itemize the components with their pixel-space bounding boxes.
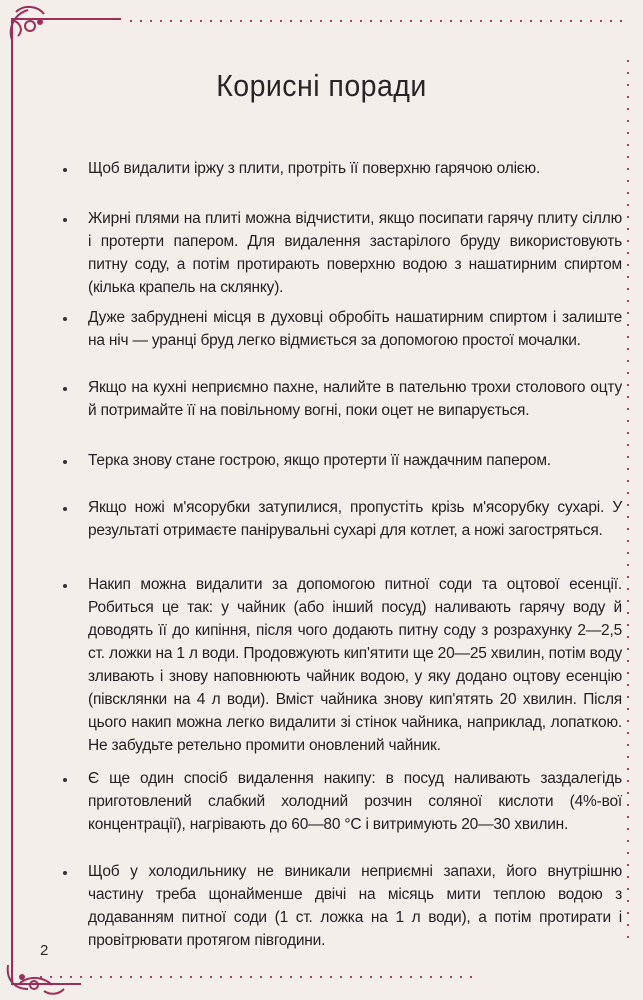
bullet-1	[63, 168, 67, 172]
tip-7: Накип можна видалити за допомогою питної соди та оцтової есенції. Робиться це так: у чайник (або інший посуд) наливають гарячу воду й доводять її до кипіння, після чого додають питну соду з розрахунку 2—2,5 ст. ложки на 1 л води. Продовжують кип'ятити ще 20—25 хвилин, потім воду зливають і знову наповнюють чайник водою, у яку додано оцтову есенцію (півсклянки на 4 л води). Вміст чайника знову кип'ятять 20 хвилин. Після цього накип можна легко видалити зі стінок чайника, наприклад, лопаткою. Не забудьте ретельно промити оновлений чайник.	[88, 576, 622, 754]
tip-4: Якщо на кухні неприємно пахне, налийте в пательню трохи столового оцту й потримайте її на повільному вогні, поки оцет не випарується.	[88, 379, 622, 419]
bullet-3	[63, 317, 67, 321]
tip-5: Терка знову стане гострою, якщо протерти її наждачним папером.	[88, 452, 551, 469]
tip-3: Дуже забруднені місця в духовці обробіть нашатирним спиртом і залиште на ніч — уранці бруд легко відмиється за допомогою простої мочалки.	[88, 309, 622, 349]
page-title: Корисні поради	[216, 68, 427, 103]
tip-9: Щоб у холодильнику не виникали неприємні запахи, його внутрішню частину треба щонайменше двічі на місяць мити теплою водою з додаванням питної соди (1 ст. ложка на 1 л води), а потім протирати і провітрювати протягом півгодини.	[88, 863, 622, 949]
bullet-4	[63, 387, 67, 391]
frame-right-dots	[627, 60, 629, 940]
page-number: 2	[40, 942, 49, 959]
bullet-8	[63, 778, 67, 782]
corner-ornament-top-left	[0, 0, 60, 60]
frame-top-dots	[130, 20, 630, 22]
tip-8: Є ще один спосіб видалення накипу: в посуд наливають заздалегідь приготовлений слабкий холодний розчин соляної кислоти (4%-вої концентрації), нагрівають до 60—80 °С і витримують 20—30 хвилин.	[88, 770, 622, 833]
bullet-7	[63, 584, 67, 588]
bullet-5	[63, 460, 67, 464]
frame-left-line	[11, 18, 13, 983]
bullet-2	[63, 218, 67, 222]
tip-1: Щоб видалити іржу з плити, протріть її поверхню гарячою олією.	[88, 160, 541, 177]
bullet-9	[63, 871, 67, 875]
bullet-6	[63, 507, 67, 511]
tip-2: Жирні плями на плиті можна відчистити, якщо посипати гарячу плиту сіллю і протерти папером. Для видалення застарілого бруду використовують питну соду, а потім протирають поверхню водою з нашатирним спиртом (кілька крапель на склянку).	[88, 210, 622, 296]
frame-bottom-dots	[40, 976, 480, 978]
corner-ornament-bottom-left	[0, 955, 70, 1000]
tip-6: Якщо ножі м'ясорубки затупилися, пропустіть крізь м'ясорубку сухарі. У результаті отримаєте панірувальні сухарі для котлет, а ножі загостряться.	[88, 499, 622, 539]
